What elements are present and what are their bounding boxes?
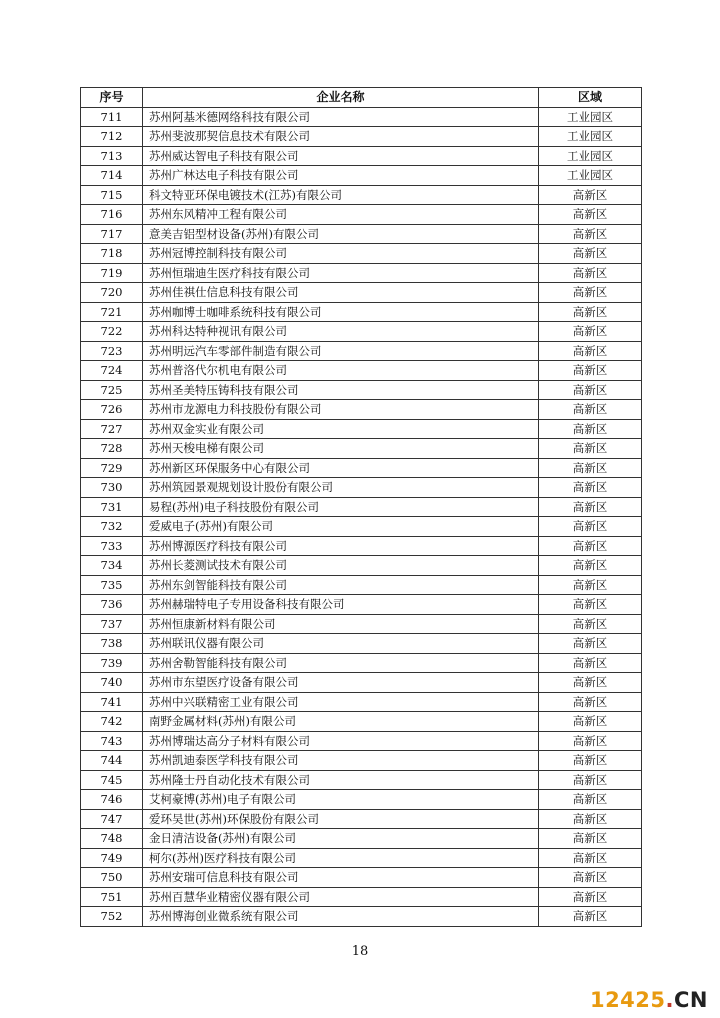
cell-seq: 716 bbox=[81, 205, 143, 225]
table-row bbox=[81, 127, 642, 147]
cell-seq: 722 bbox=[81, 322, 143, 342]
cell-company-name: 苏州双金实业有限公司 bbox=[143, 419, 539, 439]
table-row bbox=[81, 731, 642, 751]
cell-seq: 727 bbox=[81, 419, 143, 439]
cell-region: 高新区 bbox=[539, 283, 642, 303]
table-row bbox=[81, 653, 642, 673]
cell-region: 工业园区 bbox=[539, 127, 642, 147]
table-row bbox=[81, 634, 642, 654]
table-row bbox=[81, 283, 642, 303]
cell-company-name: 苏州东剑智能科技有限公司 bbox=[143, 575, 539, 595]
table-row bbox=[81, 400, 642, 420]
cell-seq: 731 bbox=[81, 497, 143, 517]
cell-company-name: 苏州舍勒智能科技有限公司 bbox=[143, 653, 539, 673]
cell-region: 高新区 bbox=[539, 419, 642, 439]
table-row bbox=[81, 556, 642, 576]
cell-company-name: 苏州新区环保服务中心有限公司 bbox=[143, 458, 539, 478]
cell-seq: 724 bbox=[81, 361, 143, 381]
cell-region: 高新区 bbox=[539, 205, 642, 225]
cell-seq: 715 bbox=[81, 185, 143, 205]
table-row bbox=[81, 575, 642, 595]
cell-seq: 717 bbox=[81, 224, 143, 244]
cell-company-name: 爱威电子(苏州)有限公司 bbox=[143, 517, 539, 537]
cell-company-name: 苏州阿基米德网络科技有限公司 bbox=[143, 107, 539, 127]
watermark-number: 12425 bbox=[589, 988, 666, 1012]
cell-seq: 719 bbox=[81, 263, 143, 283]
cell-region: 高新区 bbox=[539, 712, 642, 732]
cell-seq: 711 bbox=[81, 107, 143, 127]
cell-region: 工业园区 bbox=[539, 166, 642, 186]
cell-region: 高新区 bbox=[539, 731, 642, 751]
table-row bbox=[81, 751, 642, 771]
cell-company-name: 苏州冠博控制科技有限公司 bbox=[143, 244, 539, 264]
table-header-row bbox=[81, 88, 642, 108]
cell-seq: 752 bbox=[81, 907, 143, 927]
cell-seq: 733 bbox=[81, 536, 143, 556]
header-company-name: 企业名称 bbox=[143, 88, 539, 108]
cell-seq: 714 bbox=[81, 166, 143, 186]
cell-seq: 721 bbox=[81, 302, 143, 322]
table-row bbox=[81, 868, 642, 888]
cell-seq: 732 bbox=[81, 517, 143, 537]
cell-company-name: 意美吉铝型材设备(苏州)有限公司 bbox=[143, 224, 539, 244]
table-row bbox=[81, 107, 642, 127]
table-row bbox=[81, 712, 642, 732]
cell-company-name: 苏州威达智电子科技有限公司 bbox=[143, 146, 539, 166]
cell-region: 高新区 bbox=[539, 653, 642, 673]
cell-company-name: 苏州中兴联精密工业有限公司 bbox=[143, 692, 539, 712]
table-row bbox=[81, 419, 642, 439]
cell-region: 高新区 bbox=[539, 361, 642, 381]
cell-company-name: 苏州长菱测试技术有限公司 bbox=[143, 556, 539, 576]
cell-seq: 712 bbox=[81, 127, 143, 147]
cell-company-name: 苏州联讯仪器有限公司 bbox=[143, 634, 539, 654]
table-row bbox=[81, 848, 642, 868]
table-row bbox=[81, 244, 642, 264]
cell-region: 高新区 bbox=[539, 302, 642, 322]
watermark-tld: CN bbox=[674, 988, 708, 1012]
cell-company-name: 柯尔(苏州)医疗科技有限公司 bbox=[143, 848, 539, 868]
company-table bbox=[80, 87, 642, 927]
cell-company-name: 苏州明远汽车零部件制造有限公司 bbox=[143, 341, 539, 361]
cell-company-name: 苏州佳祺仕信息科技有限公司 bbox=[143, 283, 539, 303]
cell-seq: 737 bbox=[81, 614, 143, 634]
table-row bbox=[81, 263, 642, 283]
cell-seq: 739 bbox=[81, 653, 143, 673]
cell-seq: 730 bbox=[81, 478, 143, 498]
cell-region: 高新区 bbox=[539, 614, 642, 634]
cell-company-name: 苏州百慧华业精密仪器有限公司 bbox=[143, 887, 539, 907]
cell-seq: 735 bbox=[81, 575, 143, 595]
cell-company-name: 易程(苏州)电子科技股份有限公司 bbox=[143, 497, 539, 517]
cell-region: 高新区 bbox=[539, 907, 642, 927]
table-row bbox=[81, 439, 642, 459]
cell-seq: 747 bbox=[81, 809, 143, 829]
cell-seq: 742 bbox=[81, 712, 143, 732]
cell-region: 高新区 bbox=[539, 322, 642, 342]
cell-company-name: 苏州天梭电梯有限公司 bbox=[143, 439, 539, 459]
cell-seq: 713 bbox=[81, 146, 143, 166]
table-row bbox=[81, 341, 642, 361]
cell-company-name: 爱环吴世(苏州)环保股份有限公司 bbox=[143, 809, 539, 829]
table-row bbox=[81, 887, 642, 907]
cell-company-name: 南野金属材料(苏州)有限公司 bbox=[143, 712, 539, 732]
table-body bbox=[81, 107, 642, 926]
cell-region: 工业园区 bbox=[539, 107, 642, 127]
cell-region: 高新区 bbox=[539, 244, 642, 264]
cell-region: 高新区 bbox=[539, 848, 642, 868]
table-row bbox=[81, 478, 642, 498]
cell-region: 高新区 bbox=[539, 341, 642, 361]
cell-region: 高新区 bbox=[539, 380, 642, 400]
cell-seq: 740 bbox=[81, 673, 143, 693]
cell-company-name: 苏州市东望医疗设备有限公司 bbox=[143, 673, 539, 693]
table-row bbox=[81, 907, 642, 927]
header-region: 区域 bbox=[539, 88, 642, 108]
cell-region: 工业园区 bbox=[539, 146, 642, 166]
table-row bbox=[81, 497, 642, 517]
cell-region: 高新区 bbox=[539, 478, 642, 498]
cell-company-name: 艾柯豪博(苏州)电子有限公司 bbox=[143, 790, 539, 810]
cell-region: 高新区 bbox=[539, 770, 642, 790]
cell-region: 高新区 bbox=[539, 185, 642, 205]
table-row bbox=[81, 380, 642, 400]
cell-company-name: 苏州博海创业微系统有限公司 bbox=[143, 907, 539, 927]
table-row bbox=[81, 146, 642, 166]
cell-company-name: 苏州隆士丹自动化技术有限公司 bbox=[143, 770, 539, 790]
cell-company-name: 苏州市龙源电力科技股份有限公司 bbox=[143, 400, 539, 420]
cell-region: 高新区 bbox=[539, 692, 642, 712]
table-row bbox=[81, 770, 642, 790]
table-row bbox=[81, 205, 642, 225]
cell-region: 高新区 bbox=[539, 751, 642, 771]
cell-region: 高新区 bbox=[539, 673, 642, 693]
cell-seq: 725 bbox=[81, 380, 143, 400]
table-row bbox=[81, 595, 642, 615]
table-row bbox=[81, 166, 642, 186]
cell-seq: 720 bbox=[81, 283, 143, 303]
cell-region: 高新区 bbox=[539, 868, 642, 888]
table-row bbox=[81, 809, 642, 829]
cell-region: 高新区 bbox=[539, 575, 642, 595]
cell-seq: 718 bbox=[81, 244, 143, 264]
cell-region: 高新区 bbox=[539, 634, 642, 654]
cell-company-name: 苏州博瑞达高分子材料有限公司 bbox=[143, 731, 539, 751]
cell-region: 高新区 bbox=[539, 497, 642, 517]
cell-region: 高新区 bbox=[539, 790, 642, 810]
cell-region: 高新区 bbox=[539, 517, 642, 537]
cell-seq: 738 bbox=[81, 634, 143, 654]
table-row bbox=[81, 829, 642, 849]
cell-region: 高新区 bbox=[539, 887, 642, 907]
cell-seq: 734 bbox=[81, 556, 143, 576]
cell-company-name: 苏州凯迪泰医学科技有限公司 bbox=[143, 751, 539, 771]
cell-company-name: 苏州恒康新材料有限公司 bbox=[143, 614, 539, 634]
cell-company-name: 苏州筑园景观规划设计股份有限公司 bbox=[143, 478, 539, 498]
cell-region: 高新区 bbox=[539, 400, 642, 420]
cell-seq: 749 bbox=[81, 848, 143, 868]
table-row bbox=[81, 185, 642, 205]
cell-company-name: 苏州恒瑞迪生医疗科技有限公司 bbox=[143, 263, 539, 283]
table-row bbox=[81, 361, 642, 381]
table-row bbox=[81, 322, 642, 342]
table-row bbox=[81, 302, 642, 322]
cell-region: 高新区 bbox=[539, 263, 642, 283]
cell-company-name: 苏州科达特种视讯有限公司 bbox=[143, 322, 539, 342]
cell-region: 高新区 bbox=[539, 809, 642, 829]
cell-region: 高新区 bbox=[539, 458, 642, 478]
table-row bbox=[81, 614, 642, 634]
cell-company-name: 金日清洁设备(苏州)有限公司 bbox=[143, 829, 539, 849]
cell-region: 高新区 bbox=[539, 829, 642, 849]
table-row bbox=[81, 517, 642, 537]
cell-seq: 748 bbox=[81, 829, 143, 849]
cell-seq: 744 bbox=[81, 751, 143, 771]
cell-seq: 723 bbox=[81, 341, 143, 361]
cell-region: 高新区 bbox=[539, 536, 642, 556]
cell-region: 高新区 bbox=[539, 556, 642, 576]
site-watermark bbox=[590, 988, 708, 1012]
cell-company-name: 苏州广林达电子科技有限公司 bbox=[143, 166, 539, 186]
cell-region: 高新区 bbox=[539, 439, 642, 459]
cell-company-name: 苏州普洛代尔机电有限公司 bbox=[143, 361, 539, 381]
table-row bbox=[81, 536, 642, 556]
cell-seq: 746 bbox=[81, 790, 143, 810]
cell-region: 高新区 bbox=[539, 595, 642, 615]
table-row bbox=[81, 458, 642, 478]
cell-seq: 736 bbox=[81, 595, 143, 615]
cell-company-name: 科文特亚环保电镀技术(江苏)有限公司 bbox=[143, 185, 539, 205]
page-number: 18 bbox=[351, 944, 369, 959]
cell-region: 高新区 bbox=[539, 224, 642, 244]
table-row bbox=[81, 692, 642, 712]
cell-company-name: 苏州赫瑞特电子专用设备科技有限公司 bbox=[143, 595, 539, 615]
cell-seq: 729 bbox=[81, 458, 143, 478]
cell-seq: 751 bbox=[81, 887, 143, 907]
table-row bbox=[81, 790, 642, 810]
table-row bbox=[81, 224, 642, 244]
cell-seq: 745 bbox=[81, 770, 143, 790]
table-row bbox=[81, 673, 642, 693]
watermark-dot: . bbox=[665, 988, 674, 1012]
header-seq: 序号 bbox=[81, 88, 143, 108]
cell-company-name: 苏州博源医疗科技有限公司 bbox=[143, 536, 539, 556]
cell-company-name: 苏州东风精冲工程有限公司 bbox=[143, 205, 539, 225]
cell-company-name: 苏州咖博士咖啡系统科技有限公司 bbox=[143, 302, 539, 322]
cell-seq: 743 bbox=[81, 731, 143, 751]
cell-company-name: 苏州安瑞可信息科技有限公司 bbox=[143, 868, 539, 888]
cell-seq: 726 bbox=[81, 400, 143, 420]
cell-company-name: 苏州圣美特压铸科技有限公司 bbox=[143, 380, 539, 400]
cell-seq: 750 bbox=[81, 868, 143, 888]
cell-seq: 741 bbox=[81, 692, 143, 712]
cell-seq: 728 bbox=[81, 439, 143, 459]
cell-company-name: 苏州斐波那契信息技术有限公司 bbox=[143, 127, 539, 147]
